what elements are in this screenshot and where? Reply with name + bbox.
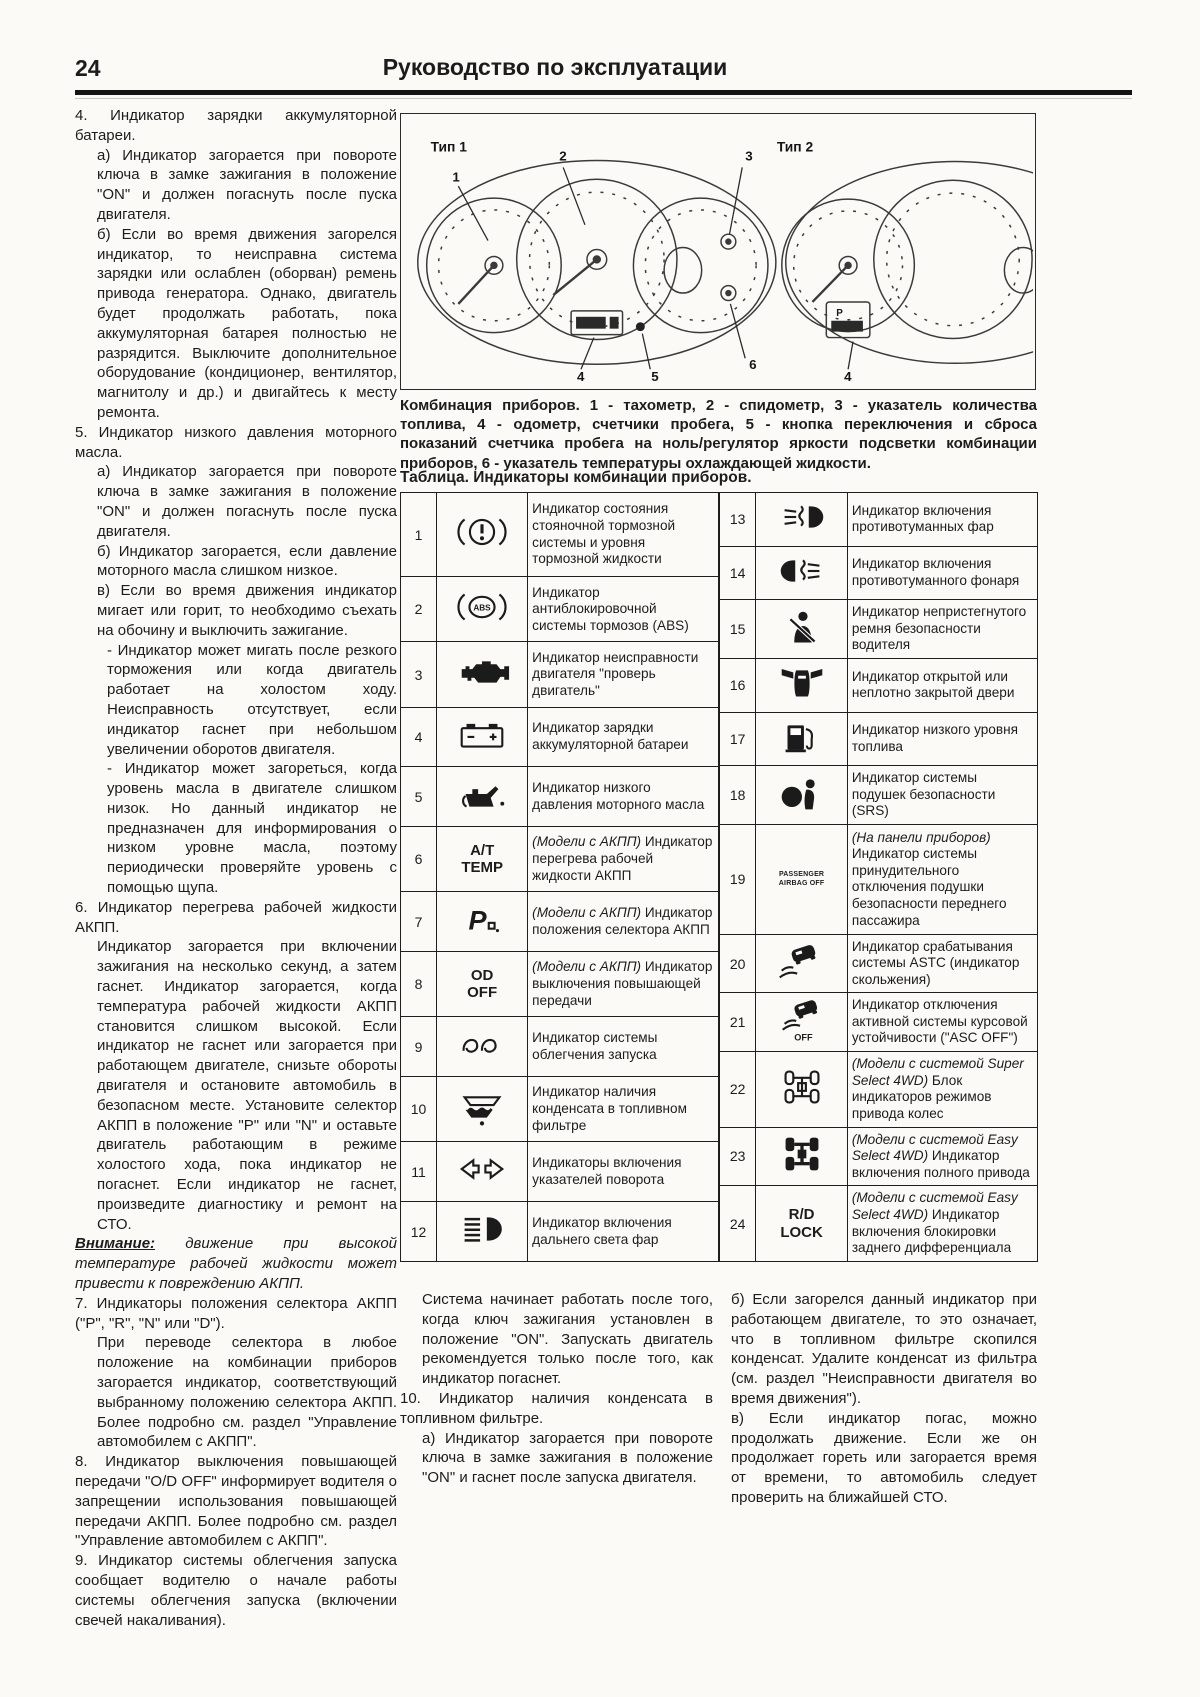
callout-1: 1 [452, 169, 460, 185]
trip-reset-button [636, 322, 645, 331]
type2-cluster [782, 161, 1035, 363]
row-number: 15 [720, 600, 756, 659]
indicators-table [400, 492, 1038, 1262]
paragraph: Внимание: движение при высокой температуре рабочей жидкости может привести к повреждению АКПП. [75, 1235, 397, 1293]
row-number: 14 [720, 546, 756, 600]
table-row [720, 600, 1038, 659]
door-open-icon [756, 658, 847, 712]
row-number: 1 [401, 493, 437, 577]
row-number: 17 [720, 712, 756, 766]
table-row [401, 767, 719, 827]
row-number: 5 [401, 767, 437, 827]
table-row [401, 952, 719, 1017]
row-number: 11 [401, 1142, 437, 1202]
table-row [401, 827, 719, 892]
table-row [720, 1127, 1038, 1186]
header-rule-shadow [75, 98, 1132, 99]
cluster-diagram-svg [401, 114, 1035, 389]
row-number: 3 [401, 642, 437, 707]
callout-2: 2 [559, 148, 567, 164]
table-row [401, 1142, 719, 1202]
paragraph: в) Если индикатор погас, можно продолжать движение. Если же он продолжает гореть или загорается время от времени, то автомобиль следует проверить на ближайшей СТО. [731, 1409, 1037, 1506]
svg-text:OFF: OFF [793, 1031, 813, 1042]
paragraph: а) Индикатор загорается при повороте ключа в замке зажигания в положение "ON" и должен погаснуть после пуска двигателя. [97, 146, 397, 223]
row-number: 8 [401, 952, 437, 1017]
svg-text:ABS: ABS [473, 603, 491, 613]
row-description: Индикатор антиблокировочной системы тормозов (ABS) [528, 577, 719, 642]
row-description: (Модели с АКПП) Индикатор положения селектора АКПП [528, 892, 719, 952]
paragraph: 9. Индикатор системы облегчения запуска сообщает водителю о начале работы системы облегчения запуска (включении свечей накаливания). [75, 1552, 397, 1629]
paragraph: 4. Индикатор зарядки аккумуляторной батареи. [75, 107, 397, 144]
row-description: (Модели с системой Easy Select 4WD) Индикатор включения полного привода [847, 1127, 1037, 1186]
parking-brake-icon [437, 493, 528, 577]
paragraph: а) Индикатор загорается при повороте ключа в замке зажигания в положение "ON" и должен погаснуть после пуска двигателя. [97, 463, 397, 540]
row-number: 20 [720, 934, 756, 993]
fuel-filter-water-icon [437, 1077, 528, 1142]
row-description: (Модели с АКПП) Индикатор выключения повышающей передачи [528, 952, 719, 1017]
check-engine-icon [437, 642, 528, 707]
passenger-airbag-off-text-icon: PASSENGER AIRBAG OFF [756, 824, 847, 934]
paragraph: б) Если загорелся данный индикатор при работающем двигателе, то это означает, что в топливном фильтре скопился конденсат. Удалите конденсат из фильтра (см. раздел "Неисправности двигателя во время движения"). [731, 1291, 1037, 1407]
table-row [401, 707, 719, 767]
type2-callout-4: 4 [844, 369, 852, 385]
table-row [720, 824, 1038, 934]
callout-3: 3 [745, 148, 753, 164]
type2-speedometer-gauge [874, 180, 1035, 338]
row-description: Индикатор включения дальнего света фар [528, 1202, 719, 1262]
table-row [401, 892, 719, 952]
row-description: Индикатор состояния стояночной тормозной системы и уровня тормозной жидкости [528, 493, 719, 577]
tachometer-gauge [427, 198, 562, 333]
row-description: Индикатор системы подушек безопасности (SRS) [847, 766, 1037, 825]
row-description: (Модели с АКПП) Индикатор перегрева рабочей жидкости АКПП [528, 827, 719, 892]
row-number: 18 [720, 766, 756, 825]
row-description: Индикатор непристегнутого ремня безопасности водителя [847, 600, 1037, 659]
figure-caption: Комбинация приборов. 1 - тахометр, 2 - спидометр, 3 - указатель количества топлива, 4 - одометр, счетчики пробега, 5 - кнопка переключения и сброса показаний счетчика пробега на ноль/регулятор яркости подсветки комбинации приборов, 6 - указатель температуры охлаждающей жидкости. [400, 397, 1037, 472]
bottom-left-text-column [400, 1290, 713, 1488]
paragraph: б) Если во время движения загорелся индикатор, то неисправна система зарядки или ослаблен (оборван) ремень привода генератора. Однако, двигатель будет продолжать работать, пока аккумуляторная батарея полностью не разрядится. Выключите дополнительное оборудование (кондиционер, вентилятор, магнитолу и др.) и двигайтесь к месту ремонта. [97, 225, 397, 421]
paragraph: При переводе селектора в любое положение на комбинации приборов загорается индикатор, соответствующий выбранному положению селектора АКПП. Более подробно см. раздел "Управление автомобилем с АКПП". [97, 1334, 397, 1451]
page-number: 24 [75, 55, 101, 81]
table-row [720, 993, 1038, 1052]
row-description: Индикатор зарядки аккумуляторной батареи [528, 707, 719, 767]
row-number: 21 [720, 993, 756, 1052]
row-description: Индикатор неисправности двигателя "проверь двигатель" [528, 642, 719, 707]
table-row [401, 493, 719, 577]
turn-signal-icon [437, 1142, 528, 1202]
high-beam-icon [437, 1202, 528, 1262]
instrument-cluster-figure [400, 113, 1036, 390]
paragraph: Индикатор загорается при включении зажигания на несколько секунд, а затем гаснет. Индикатор загорается, когда температура рабочей жидкости АКПП становится слишком высокой. Если индикатор не гаснет или загорается при работающем двигателе, снизьте обороты двигателя и остановите автомобиль в безопасном месте. Установите селектор АКПП в положение "P" или "N" и оставьте двигатель работающим в режиме холостого хода, пока индикатор не погаснет. Если индикатор не гаснет, произведите диагностику и ремонт на СТО. [97, 938, 397, 1233]
callout-4: 4 [577, 369, 585, 385]
table-row [401, 642, 719, 707]
row-description-note: (Модели с системой Easy Select 4WD) [851, 1131, 1018, 1164]
row-description-note: (Модели с АКПП) [532, 959, 645, 975]
left-text-column [75, 106, 397, 1630]
paragraph: б) Индикатор загорается, если давление моторного масла слишком низкое. [97, 542, 397, 580]
row-description: Индикатор включения противотуманного фонаря [847, 546, 1037, 600]
table-row [720, 934, 1038, 993]
paragraph: - Индикатор может мигать после резкого торможения или когда двигатель работает на холостом ходу. Неисправность отсутствует, если индикатор гаснет при небольшом увеличении оборотов двигателя. [107, 641, 397, 758]
table-title: Таблица. Индикаторы комбинации приборов. [400, 469, 752, 486]
row-number: 22 [720, 1051, 756, 1127]
indicators-table-left [400, 492, 719, 1262]
row-description: Индикатор включения противотуманных фар [847, 493, 1037, 547]
rear-fog-icon [756, 546, 847, 600]
paragraph: 8. Индикатор выключения повышающей передачи "O/D OFF" информирует водителя о запрещении использования повышающей передачи АКПП. Более подробно см. раздел "Управление автомобилем с АКПП". [75, 1453, 397, 1550]
od-off-text-icon: OD OFF [437, 952, 528, 1017]
row-description: (Модели с системой Easy Select 4WD) Индикатор включения блокировки заднего дифференциала [847, 1186, 1037, 1262]
row-description-note: (Модели с системой Super Select 4WD) [851, 1056, 1024, 1088]
4wd-super-select-icon [756, 1051, 847, 1127]
paragraph: 7. Индикаторы положения селектора АКПП ("P", "R", "N" или "D"). [75, 1294, 397, 1332]
abs-icon [437, 577, 528, 642]
paragraph: а) Индикатор загорается при повороте ключа в замке зажигания в положение "ON" и гаснет после запуска двигателя. [422, 1429, 713, 1487]
row-description-note: (На панели приборов) [851, 829, 991, 845]
row-description: Индикатор отключения активной системы курсовой устойчивости ("ASC OFF") [847, 993, 1037, 1052]
row-number: 10 [401, 1077, 437, 1142]
fuel-temp-gauge [633, 198, 768, 333]
row-number: 19 [720, 824, 756, 934]
svg-text:P: P [468, 905, 487, 936]
table-row [401, 1077, 719, 1142]
row-description: Индикатор системы облегчения запуска [528, 1017, 719, 1077]
row-description: Индикатор низкого давления моторного масла [528, 767, 719, 827]
low-fuel-icon [756, 712, 847, 766]
at-selector-icon [437, 892, 528, 952]
row-description: Индикаторы включения указателей поворота [528, 1142, 719, 1202]
table-row [720, 493, 1038, 547]
row-number: 4 [401, 707, 437, 767]
speedometer-gauge [517, 179, 677, 339]
glow-plug-icon [437, 1017, 528, 1077]
table-row [401, 1017, 719, 1077]
bottom-right-text-column [731, 1290, 1037, 1508]
airbag-icon [756, 766, 847, 825]
table-row [720, 1186, 1038, 1262]
4wd-easy-select-icon [756, 1127, 847, 1186]
paragraph: 6. Индикатор перегрева рабочей жидкости АКПП. [75, 898, 397, 936]
row-number: 2 [401, 577, 437, 642]
row-number: 16 [720, 658, 756, 712]
indicators-table-right [719, 492, 1038, 1262]
type2-callouts [848, 342, 853, 370]
rd-lock-text-icon: R/D LOCK [756, 1186, 847, 1262]
page-title: Руководство по эксплуатации [382, 54, 728, 80]
row-description: Индикатор низкого уровня топлива [847, 712, 1037, 766]
row-description: (На панели приборов) Индикатор системы принудительного отключения подушки безопасности переднего пассажира [847, 824, 1037, 934]
table-row [720, 658, 1038, 712]
type2-odometer-p: P [836, 307, 843, 319]
row-description-note: (Модели с системой Easy Select 4WD) [851, 1190, 1018, 1223]
row-number: 12 [401, 1202, 437, 1262]
paragraph: 10. Индикатор наличия конденсата в топливном фильтре. [400, 1389, 713, 1427]
paragraph: - Индикатор может загореться, когда уровень масла в двигателе слишком низок. Но данный индикатор не предназначен для информирования о низком уровне масла, поэтому периодически проверяйте уровень с помощью щупа. [107, 760, 397, 897]
table-row [720, 766, 1038, 825]
asc-off-icon [756, 993, 847, 1052]
table-row [401, 577, 719, 642]
type2-label: Тип 2 [776, 138, 814, 155]
row-description: Индикатор наличия конденсата в топливном фильтре [528, 1077, 719, 1142]
row-description-note: (Модели с АКПП) [532, 834, 645, 850]
table-row [720, 546, 1038, 600]
table-row [720, 1051, 1038, 1127]
paragraph: в) Если во время движения индикатор мигает или горит, то необходимо съехать на обочину и выключить зажигание. [97, 582, 397, 639]
callout-5: 5 [651, 369, 659, 385]
row-number: 23 [720, 1127, 756, 1186]
front-fog-icon [756, 493, 847, 547]
table-row [401, 1202, 719, 1262]
seat-belt-icon [756, 600, 847, 659]
oil-pressure-icon [437, 767, 528, 827]
paragraph: 5. Индикатор низкого давления моторного масла. [75, 423, 397, 461]
row-description: Индикатор открытой или неплотно закрытой двери [847, 658, 1037, 712]
astc-slip-icon [756, 934, 847, 993]
at-temp-text-icon: A/T TEMP [437, 827, 528, 892]
row-number: 7 [401, 892, 437, 952]
attention-label: Внимание: [75, 1235, 156, 1253]
battery-icon [437, 707, 528, 767]
callout-6: 6 [749, 357, 757, 373]
row-number: 6 [401, 827, 437, 892]
row-description: (Модели с системой Super Select 4WD) Блок индикаторов режимов привода колес [847, 1051, 1037, 1127]
type1-cluster [418, 160, 776, 364]
type1-label: Тип 1 [430, 138, 467, 155]
row-description-note: (Модели с АКПП) [532, 905, 645, 921]
row-number: 13 [720, 493, 756, 547]
row-number: 9 [401, 1017, 437, 1077]
row-number: 24 [720, 1186, 756, 1262]
paragraph: Система начинает работать после того, когда ключ зажигания установлен в положение "ON". Запускать двигатель рекомендуется только после того, как индикатор погаснет. [422, 1291, 713, 1388]
row-description: Индикатор срабатывания системы ASTC (индикатор скольжения) [847, 934, 1037, 993]
header-rule [75, 90, 1132, 95]
table-row [720, 712, 1038, 766]
